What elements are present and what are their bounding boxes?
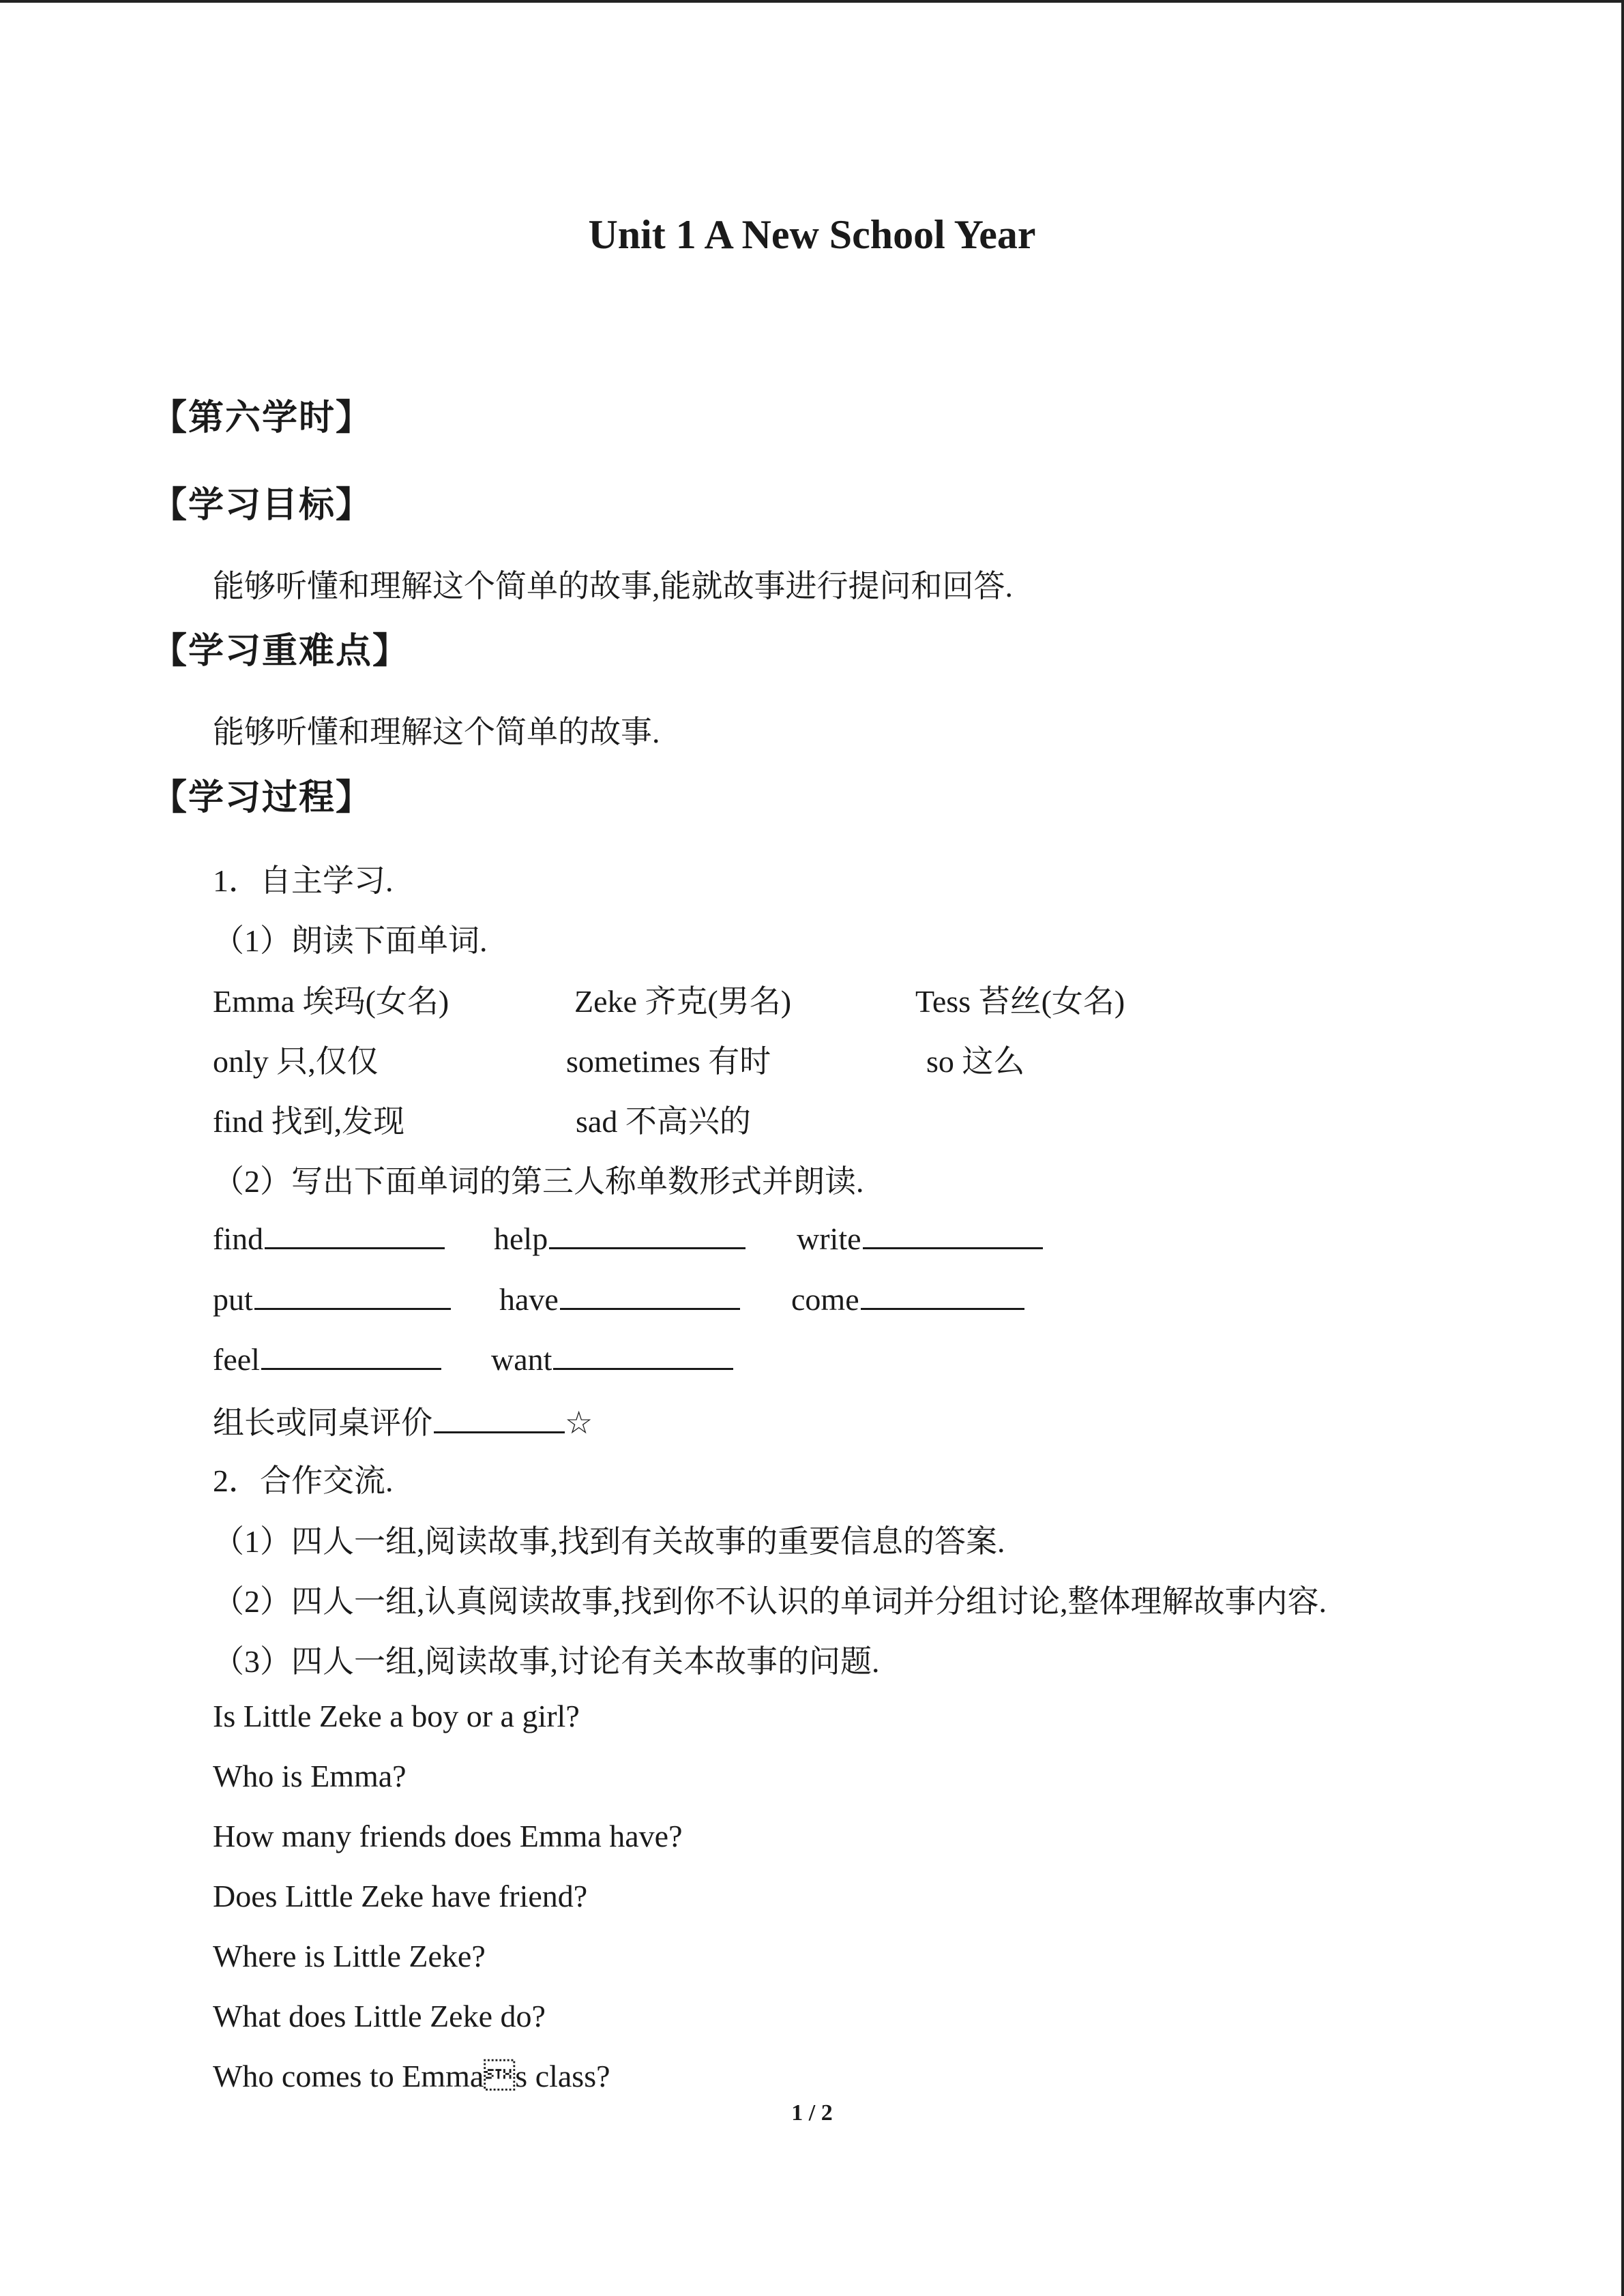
vocab-item: only 只,仅仅	[213, 1044, 379, 1079]
vocab-item: find 找到,发现	[213, 1104, 405, 1139]
heading-key-points: 【学习重难点】	[151, 631, 410, 672]
answer-blank[interactable]	[560, 1278, 740, 1310]
question-item: Who is Emma?	[213, 1759, 407, 1793]
blank-word: come	[791, 1282, 859, 1317]
vocab-item: Emma 埃玛(女名)	[213, 984, 449, 1019]
vocab-item: so 这么	[926, 1044, 1025, 1079]
blank-item[interactable]	[213, 1278, 451, 1317]
vocab-item: Tess 苔丝(女名)	[915, 984, 1125, 1019]
step2-item: （1）四人一组,阅读故事,找到有关故事的重要信息的答案.	[213, 1524, 1005, 1559]
step1-sub2: （2）写出下面单词的第三人称单数形式并朗读.	[213, 1164, 864, 1199]
evaluation-blank[interactable]	[434, 1401, 565, 1433]
question-item: Where is Little Zeke?	[213, 1939, 486, 1973]
vocab-item: sad 不高兴的	[576, 1104, 751, 1139]
question-item: Does Little Zeke have friend?	[213, 1879, 588, 1913]
vocab-item: Zeke 齐克(男名)	[574, 984, 792, 1019]
blank-item[interactable]	[491, 1338, 733, 1377]
blank-word: put	[213, 1282, 253, 1317]
step2-item: （2）四人一组,认真阅读故事,找到你不认识的单词并分组讨论,整体理解故事内容.	[213, 1584, 1327, 1619]
blank-item[interactable]	[213, 1217, 445, 1257]
question-item: How many friends does Emma have?	[213, 1819, 683, 1853]
blank-item[interactable]	[499, 1278, 740, 1317]
document-title: Unit 1 A New School Year	[588, 212, 1036, 257]
answer-blank[interactable]	[553, 1338, 733, 1370]
page-number: 1 / 2	[791, 2100, 833, 2126]
key-points-text: 能够听懂和理解这个简单的故事.	[213, 715, 660, 749]
answer-blank[interactable]	[265, 1217, 445, 1249]
blank-word: have	[499, 1282, 559, 1317]
star-icon: ☆	[565, 1405, 593, 1440]
step1-sub1: （1）朗读下面单词.	[213, 923, 488, 958]
heading-objectives: 【学习目标】	[151, 485, 373, 526]
answer-blank[interactable]	[254, 1278, 451, 1310]
vocab-item: sometimes 有时	[566, 1044, 771, 1079]
blank-item[interactable]	[213, 1338, 441, 1377]
answer-blank[interactable]	[261, 1338, 441, 1370]
heading-period: 【第六学时】	[151, 398, 373, 438]
blank-word: find	[213, 1221, 264, 1256]
blank-item[interactable]	[791, 1278, 1024, 1317]
heading-process: 【学习过程】	[151, 777, 373, 818]
evaluation-line	[213, 1398, 593, 1443]
blank-word: help	[494, 1221, 548, 1256]
question-item: Who comes to Emmas class?	[213, 2059, 610, 2093]
blank-word: feel	[213, 1342, 260, 1377]
answer-blank[interactable]	[549, 1217, 745, 1249]
step2-item: （3）四人一组,阅读故事,讨论有关本故事的问题.	[213, 1644, 880, 1679]
question-item: What does Little Zeke do?	[213, 1999, 546, 2033]
answer-blank[interactable]	[863, 1217, 1043, 1249]
evaluation-label: 组长或同桌评价	[213, 1405, 432, 1440]
blank-item[interactable]	[494, 1217, 745, 1257]
blank-word: want	[491, 1342, 552, 1377]
question-item: Is Little Zeke a boy or a girl?	[213, 1699, 580, 1733]
step2-title: 2．合作交流.	[213, 1463, 394, 1498]
objectives-text: 能够听懂和理解这个简单的故事,能就故事进行提问和回答.	[213, 569, 1013, 603]
answer-blank[interactable]	[861, 1278, 1024, 1310]
step1-title: 1．自主学习.	[213, 863, 394, 898]
blank-word: write	[797, 1221, 861, 1256]
blank-item[interactable]	[797, 1217, 1043, 1257]
